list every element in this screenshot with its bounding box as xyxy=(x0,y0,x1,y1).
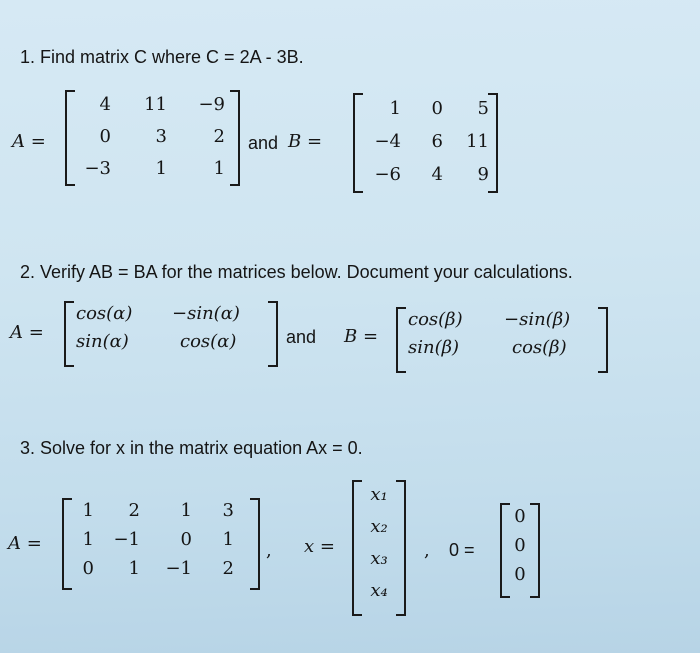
matrix-cell: 1 xyxy=(213,158,225,179)
vector-cell: 0 xyxy=(514,506,526,527)
problem-1-matrix-b xyxy=(353,93,498,193)
left-bracket xyxy=(396,307,406,373)
matrix-cell: 5 xyxy=(477,98,489,119)
matrix-cell: sin(β) xyxy=(408,337,460,358)
vector-cell: x₃ xyxy=(370,548,388,569)
matrix-a-label-text: A = xyxy=(10,322,44,343)
matrix-cell: 11 xyxy=(144,94,167,115)
problem-1-matrix-a xyxy=(65,90,240,186)
vector-cell: x₁ xyxy=(370,484,388,505)
right-bracket xyxy=(488,93,498,193)
problem-3-vector-x xyxy=(352,480,406,616)
left-bracket xyxy=(64,301,74,367)
vector-cell: x₄ xyxy=(370,580,388,601)
vector-cell: 0 xyxy=(514,535,526,556)
matrix-cell: 3 xyxy=(222,500,234,521)
matrix-b-grid xyxy=(408,311,604,357)
matrix-cell: −1 xyxy=(113,529,140,550)
matrix-cell: 1 xyxy=(155,158,167,179)
matrix-cell: 1 xyxy=(389,98,401,119)
matrix-cell: 2 xyxy=(128,500,140,521)
matrix-a-label-text: A = xyxy=(8,533,42,554)
vector-x-label-text: x = xyxy=(304,536,335,557)
matrix-cell: −3 xyxy=(84,158,111,179)
matrix-cell: 4 xyxy=(99,94,111,115)
matrix-cell: −sin(α) xyxy=(172,303,240,324)
right-bracket xyxy=(250,498,260,590)
matrix-cell: 1 xyxy=(82,529,94,550)
problem-3-zero-label: 0 = xyxy=(449,540,475,560)
matrix-a-grid xyxy=(77,96,225,178)
matrix-cell: −9 xyxy=(198,94,225,115)
problem-1-and-text: and xyxy=(248,133,279,153)
matrix-cell: 0 xyxy=(99,126,111,147)
matrix-cell: 0 xyxy=(82,558,94,579)
problem-2-matrix-a-label xyxy=(10,322,44,343)
problem-1-matrix-b-label xyxy=(288,131,322,152)
problem-3-matrix-a-label xyxy=(8,533,42,554)
problem-3-vector-x-label xyxy=(304,536,335,557)
matrix-cell: sin(α) xyxy=(76,331,129,352)
left-bracket xyxy=(65,90,75,186)
matrix-cell: cos(β) xyxy=(512,337,567,358)
problem-1-heading: 1. Find matrix C where C = 2A - 3B. xyxy=(20,47,304,67)
matrix-cell: cos(α) xyxy=(76,303,133,324)
left-bracket xyxy=(352,480,362,616)
problem-2-heading: 2. Verify AB = BA for the matrices below. Document your calculations. xyxy=(20,262,573,282)
matrix-a-grid xyxy=(70,502,234,578)
matrix-cell: −4 xyxy=(374,131,401,152)
matrix-cell: 4 xyxy=(431,164,443,185)
matrix-cell: −1 xyxy=(165,558,192,579)
matrix-b-label-text: B = xyxy=(344,326,379,347)
problem-2-matrix-b xyxy=(396,307,608,373)
matrix-cell: cos(β) xyxy=(408,309,463,330)
right-bracket xyxy=(396,480,406,616)
matrix-cell: 11 xyxy=(466,131,489,152)
problem-3-comma-1: , xyxy=(266,540,272,561)
matrix-cell: 1 xyxy=(128,558,140,579)
problem-2-and-text: and xyxy=(286,327,317,347)
left-bracket xyxy=(353,93,363,193)
problem-3-matrix-a xyxy=(62,498,260,590)
matrix-cell: 1 xyxy=(180,500,192,521)
zero-vector-grid xyxy=(508,508,532,584)
matrix-cell: 3 xyxy=(155,126,167,147)
matrix-cell: 2 xyxy=(213,126,225,147)
matrix-cell: 9 xyxy=(477,164,489,185)
matrix-a-label-text: A = xyxy=(12,131,46,152)
matrix-a-grid xyxy=(76,305,272,351)
matrix-cell: 1 xyxy=(222,529,234,550)
matrix-cell: −sin(β) xyxy=(504,309,571,330)
matrix-cell: 0 xyxy=(180,529,192,550)
matrix-b-label-text: B = xyxy=(288,131,323,152)
vector-cell: 0 xyxy=(514,564,526,585)
vector-x-grid xyxy=(362,486,396,600)
problem-3-zero-vector xyxy=(500,503,540,598)
matrix-cell: 6 xyxy=(431,131,443,152)
vector-cell: x₂ xyxy=(370,516,388,537)
problem-3-comma-2: , xyxy=(424,540,430,561)
matrix-cell: 0 xyxy=(431,98,443,119)
problem-2-matrix-b-label xyxy=(344,326,378,347)
problem-1-matrix-a-label xyxy=(12,131,46,152)
matrix-cell: cos(α) xyxy=(180,331,237,352)
problem-2-matrix-a xyxy=(64,301,278,367)
problem-3-heading: 3. Solve for x in the matrix equation Ax = 0. xyxy=(20,438,363,458)
matrix-cell: −6 xyxy=(374,164,401,185)
right-bracket xyxy=(230,90,240,186)
matrix-cell: 2 xyxy=(222,558,234,579)
matrix-cell: 1 xyxy=(82,500,94,521)
matrix-b-grid xyxy=(363,100,489,184)
